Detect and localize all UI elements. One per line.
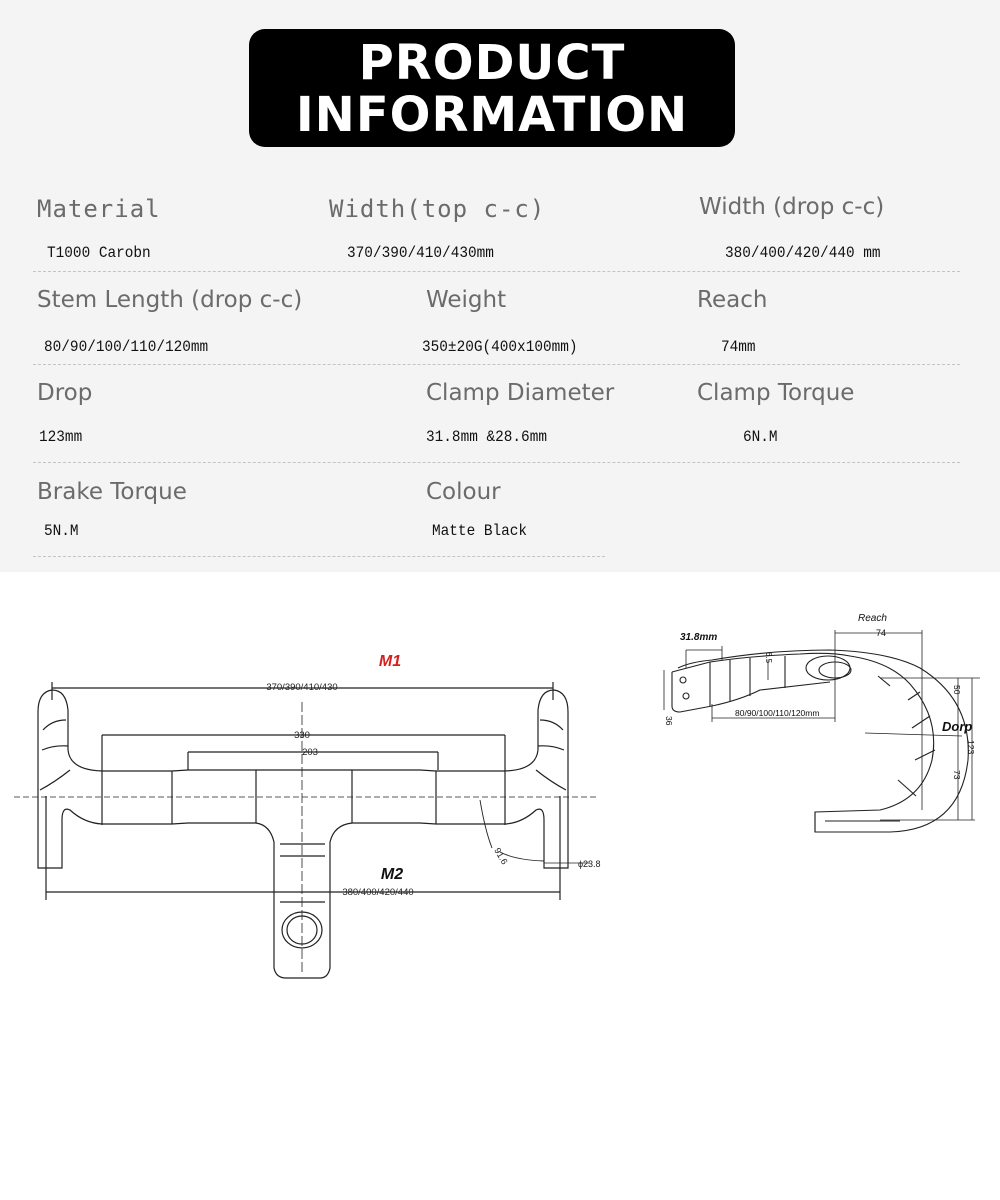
- product-info-section: [0, 0, 1000, 572]
- model-label-m1: M1: [378, 653, 402, 670]
- dim-50: 50: [952, 685, 962, 695]
- spec-label-colour: Colour: [426, 479, 501, 505]
- dim-top-width: 370/390/410/430: [266, 682, 338, 693]
- dim-36: 36: [664, 716, 674, 726]
- row-divider-4: [33, 556, 605, 557]
- spec-value-clamp-torque: 6N.M: [743, 428, 778, 446]
- spec-value-drop: 123mm: [39, 428, 83, 446]
- stem-lengths-label: 80/90/100/110/120mm: [735, 708, 820, 718]
- dim-330: 330: [294, 730, 310, 741]
- model-label-m2: M2: [380, 866, 404, 883]
- spec-value-width-drop: 380/400/420/440 mm: [725, 244, 881, 262]
- spec-value-stem-length: 80/90/100/110/120mm: [44, 338, 209, 356]
- spec-label-drop: Drop: [37, 380, 93, 406]
- spec-value-reach: 74mm: [721, 338, 756, 356]
- banner-title-line1: PRODUCT: [358, 35, 626, 91]
- spec-value-colour: Matte Black: [432, 522, 528, 540]
- banner-title-line2: INFORMATION: [295, 87, 689, 143]
- spec-value-weight: 350±20G(400x100mm): [422, 338, 578, 356]
- dim-6: 6.5: [764, 652, 773, 664]
- row-divider-3: [33, 462, 960, 463]
- clamp-diameter-label: 31.8mm: [680, 632, 718, 643]
- dim-flare-angle: 91.6: [492, 846, 510, 867]
- spec-label-weight: Weight: [426, 287, 507, 313]
- handlebar-front-view-drawing: [0, 620, 620, 980]
- spec-value-material: T1000 Carobn: [47, 244, 151, 262]
- dim-203: 203: [302, 747, 318, 758]
- product-information-banner: [249, 29, 735, 147]
- dim-73: 73: [952, 770, 962, 780]
- dim-drop-width: 380/400/420/440: [342, 887, 414, 898]
- handlebar-side-view-drawing: [650, 600, 1000, 840]
- spec-label-clamp-torque: Clamp Torque: [697, 380, 855, 406]
- row-divider-2: [33, 364, 960, 365]
- dim-bar-diameter: ϕ23.8: [578, 859, 601, 869]
- spec-label-reach: Reach: [697, 287, 768, 313]
- spec-label-clamp-diameter: Clamp Diameter: [426, 380, 615, 406]
- dim-123: 123: [966, 740, 976, 755]
- reach-value: 74: [876, 628, 887, 638]
- spec-label-stem-length: Stem Length (drop c-c): [37, 287, 303, 313]
- drop-label: Dorp: [942, 719, 973, 734]
- spec-label-brake-torque: Brake Torque: [37, 479, 187, 505]
- spec-value-brake-torque: 5N.M: [44, 522, 79, 540]
- spec-label-width-drop: Width (drop c-c): [699, 194, 885, 220]
- spec-value-width-top: 370/390/410/430mm: [347, 244, 494, 262]
- spec-label-width-top: Width(top c-c): [329, 195, 546, 223]
- reach-label: Reach: [858, 613, 887, 624]
- row-divider-1: [33, 271, 960, 272]
- spec-value-clamp-diameter: 31.8mm &28.6mm: [426, 428, 547, 446]
- spec-label-material: Material: [37, 195, 161, 223]
